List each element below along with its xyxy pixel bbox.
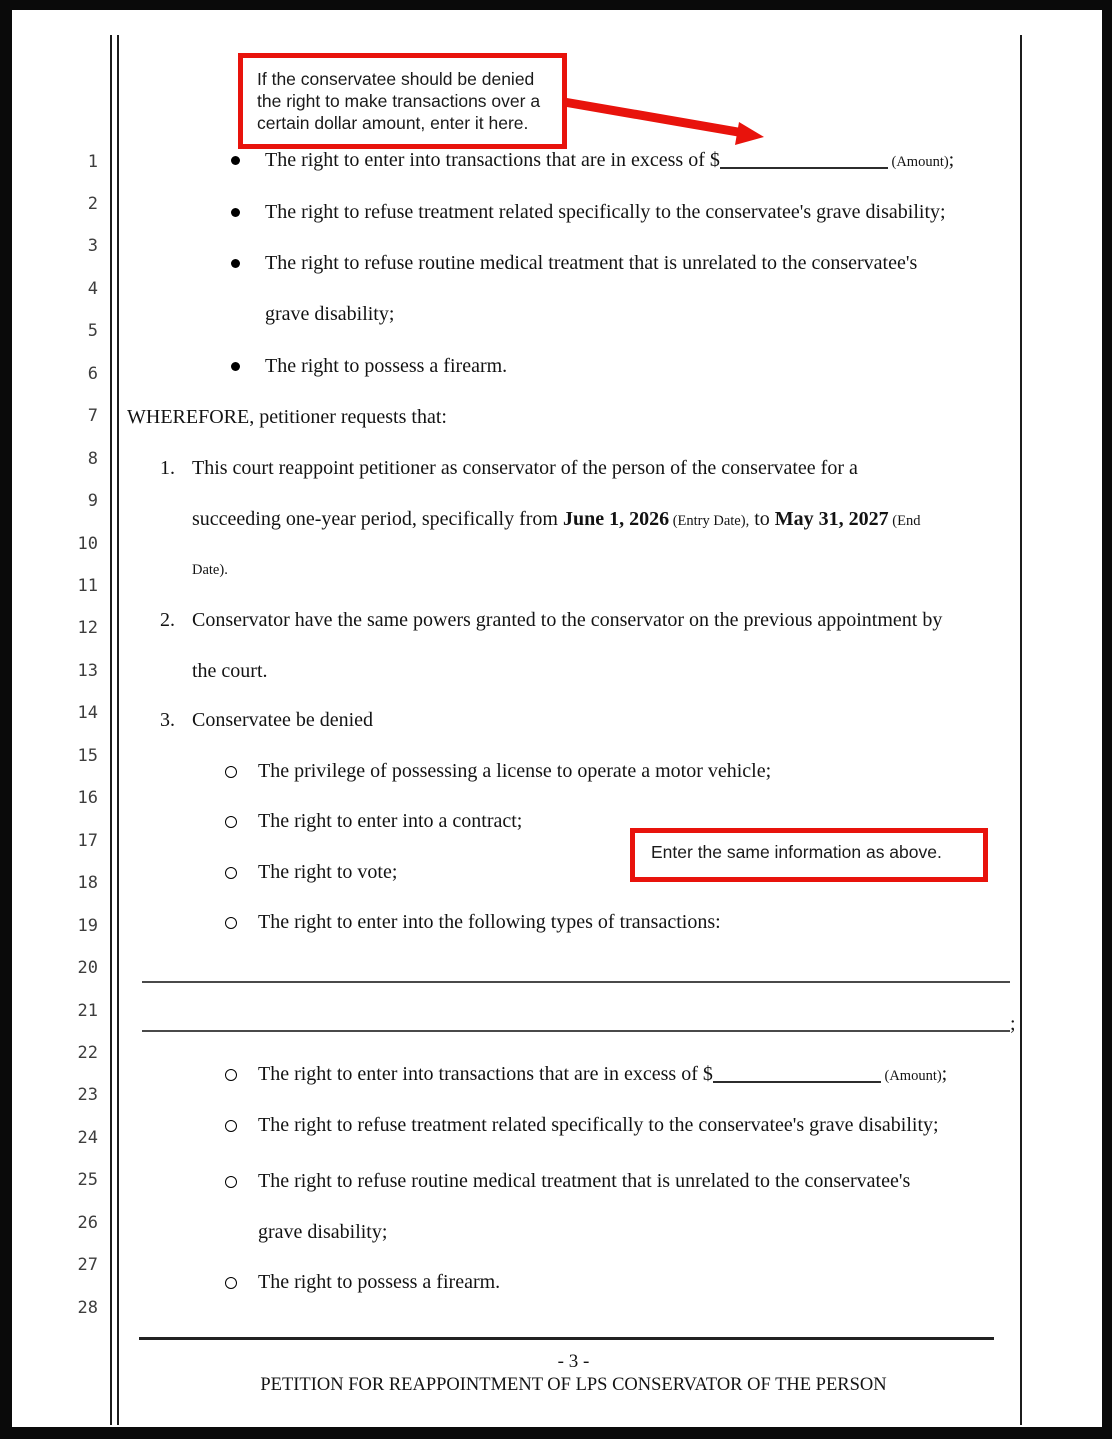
end-date-value: May 31, 2027 bbox=[774, 508, 889, 530]
left-double-rule-outer bbox=[110, 35, 112, 1425]
line-number: 18 bbox=[77, 873, 98, 894]
line-number: 8 bbox=[87, 448, 98, 469]
blank-line-semicolon: ; bbox=[1010, 1013, 1016, 1035]
line-number: 16 bbox=[77, 788, 98, 809]
document-footer-title: PETITION FOR REAPPOINTMENT OF LPS CONSERVATOR OF THE PERSON bbox=[260, 1375, 887, 1395]
blank-write-in-line-2 bbox=[142, 1030, 1010, 1032]
entry-date-value: June 1, 2026 bbox=[562, 508, 670, 530]
line-number: 7 bbox=[87, 406, 98, 427]
right-margin-rule bbox=[1020, 35, 1022, 1425]
bullet-item-firearm: The right to possess a firearm. bbox=[265, 355, 508, 377]
line-number: 2 bbox=[87, 193, 98, 214]
wherefore-clause: WHEREFORE, petitioner requests that: bbox=[127, 406, 447, 428]
circle-bullet-icon bbox=[225, 766, 237, 778]
line-number: 4 bbox=[87, 278, 98, 299]
page-number: - 3 - bbox=[557, 1351, 590, 1372]
callout-box-same-info-text: Enter the same information as above. bbox=[651, 842, 942, 862]
amount-blank-field bbox=[713, 1067, 881, 1083]
end-date-label: (End bbox=[888, 513, 921, 529]
sub-item-routine-medical-l2: grave disability; bbox=[258, 1221, 388, 1243]
line-number: 14 bbox=[77, 703, 98, 724]
sub-item-amount: The right to enter into transactions that are in excess of $ (Amount); bbox=[258, 1063, 948, 1085]
left-double-rule-inner bbox=[117, 35, 119, 1425]
line-number: 25 bbox=[77, 1170, 98, 1191]
sub-item-vote: The right to vote; bbox=[258, 861, 398, 883]
bullet-item-routine-medical-l2: grave disability; bbox=[265, 303, 395, 325]
line-number: 1 bbox=[87, 151, 98, 172]
line-number: 5 bbox=[87, 321, 98, 342]
request-3-number: 3. bbox=[160, 709, 175, 731]
page-border-left bbox=[0, 0, 12, 1439]
blank-write-in-line-1 bbox=[142, 981, 1010, 983]
sub-item-firearm: The right to possess a firearm. bbox=[258, 1271, 501, 1293]
circle-bullet-icon bbox=[225, 816, 237, 828]
sub-item-contract: The right to enter into a contract; bbox=[258, 810, 523, 832]
bullet-icon bbox=[231, 259, 240, 268]
line-number: 13 bbox=[77, 660, 98, 681]
sub-item-motor-vehicle: The privilege of possessing a license to operate a motor vehicle; bbox=[258, 760, 772, 782]
line-number: 12 bbox=[77, 618, 98, 639]
line-number: 17 bbox=[77, 830, 98, 851]
callout-box-transactions bbox=[238, 53, 567, 149]
red-arrow-icon bbox=[558, 88, 772, 152]
footer-separator-line bbox=[139, 1337, 994, 1340]
page-border-top bbox=[0, 0, 1112, 10]
line-number: 23 bbox=[77, 1085, 98, 1106]
line-number: 22 bbox=[77, 1042, 98, 1063]
line-number: 10 bbox=[77, 533, 98, 554]
request-2-number: 2. bbox=[160, 609, 175, 631]
amount-label: (Amount) bbox=[891, 154, 949, 170]
bullet-item-amount: The right to enter into transactions that are in excess of $ (Amount); bbox=[265, 149, 955, 171]
sub-item-transaction-types: The right to enter into the following types of transactions: bbox=[258, 911, 721, 933]
line-number: 27 bbox=[77, 1255, 98, 1276]
callout-box-transactions-text: If the conservatee should be denied the right to make transactions over a certain dollar amount, enter it here. bbox=[257, 69, 541, 133]
line-number: 3 bbox=[87, 236, 98, 257]
amount-label: (Amount) bbox=[884, 1068, 942, 1084]
line-number: 9 bbox=[87, 491, 98, 512]
bullet-icon bbox=[231, 156, 240, 165]
line-number: 11 bbox=[77, 576, 98, 596]
line-number: 15 bbox=[77, 745, 98, 766]
sub-item-refuse-treatment: The right to refuse treatment related specifically to the conservatee's grave disability; bbox=[258, 1114, 939, 1136]
line-number: 19 bbox=[77, 915, 98, 936]
entry-date-label: (Entry Date), bbox=[669, 513, 750, 529]
request-1-line3: Date). bbox=[192, 562, 228, 578]
line-number: 26 bbox=[77, 1212, 98, 1233]
request-3-line1: Conservatee be denied bbox=[192, 709, 374, 731]
bullet-item-routine-medical-l1: The right to refuse routine medical treatment that is unrelated to the conservatee's bbox=[265, 252, 918, 274]
request-2-line2: the court. bbox=[192, 660, 268, 682]
page-border-bottom bbox=[0, 1427, 1112, 1439]
line-number: 6 bbox=[87, 363, 98, 384]
line-number: 20 bbox=[77, 958, 98, 979]
page-border-right bbox=[1102, 0, 1112, 1439]
amount-blank-field bbox=[720, 153, 888, 169]
circle-bullet-icon bbox=[225, 1277, 237, 1289]
circle-bullet-icon bbox=[225, 1069, 237, 1081]
bullet-item-refuse-treatment: The right to refuse treatment related specifically to the conservatee's grave disability; bbox=[265, 201, 946, 223]
line-number: 28 bbox=[77, 1297, 98, 1318]
request-2-line1: Conservator have the same powers granted to the conservator on the previous appointment by bbox=[192, 609, 943, 631]
sub-item-routine-medical-l1: The right to refuse routine medical treatment that is unrelated to the conservatee's bbox=[258, 1170, 911, 1192]
bullet-icon bbox=[231, 362, 240, 371]
bullet-icon bbox=[231, 208, 240, 217]
request-1-number: 1. bbox=[160, 457, 175, 479]
request-1-line2: succeeding one-year period, specifically from June 1, 2026 (Entry Date), to May 31, 2027 (End bbox=[192, 508, 921, 530]
callout-box-same-info bbox=[630, 828, 988, 882]
line-number: 24 bbox=[77, 1127, 98, 1148]
circle-bullet-icon bbox=[225, 1120, 237, 1132]
request-1-line1: This court reappoint petitioner as conservator of the person of the conservatee for a bbox=[192, 457, 858, 479]
line-number: 21 bbox=[77, 1000, 98, 1021]
circle-bullet-icon bbox=[225, 867, 237, 879]
circle-bullet-icon bbox=[225, 917, 237, 929]
circle-bullet-icon bbox=[225, 1176, 237, 1188]
